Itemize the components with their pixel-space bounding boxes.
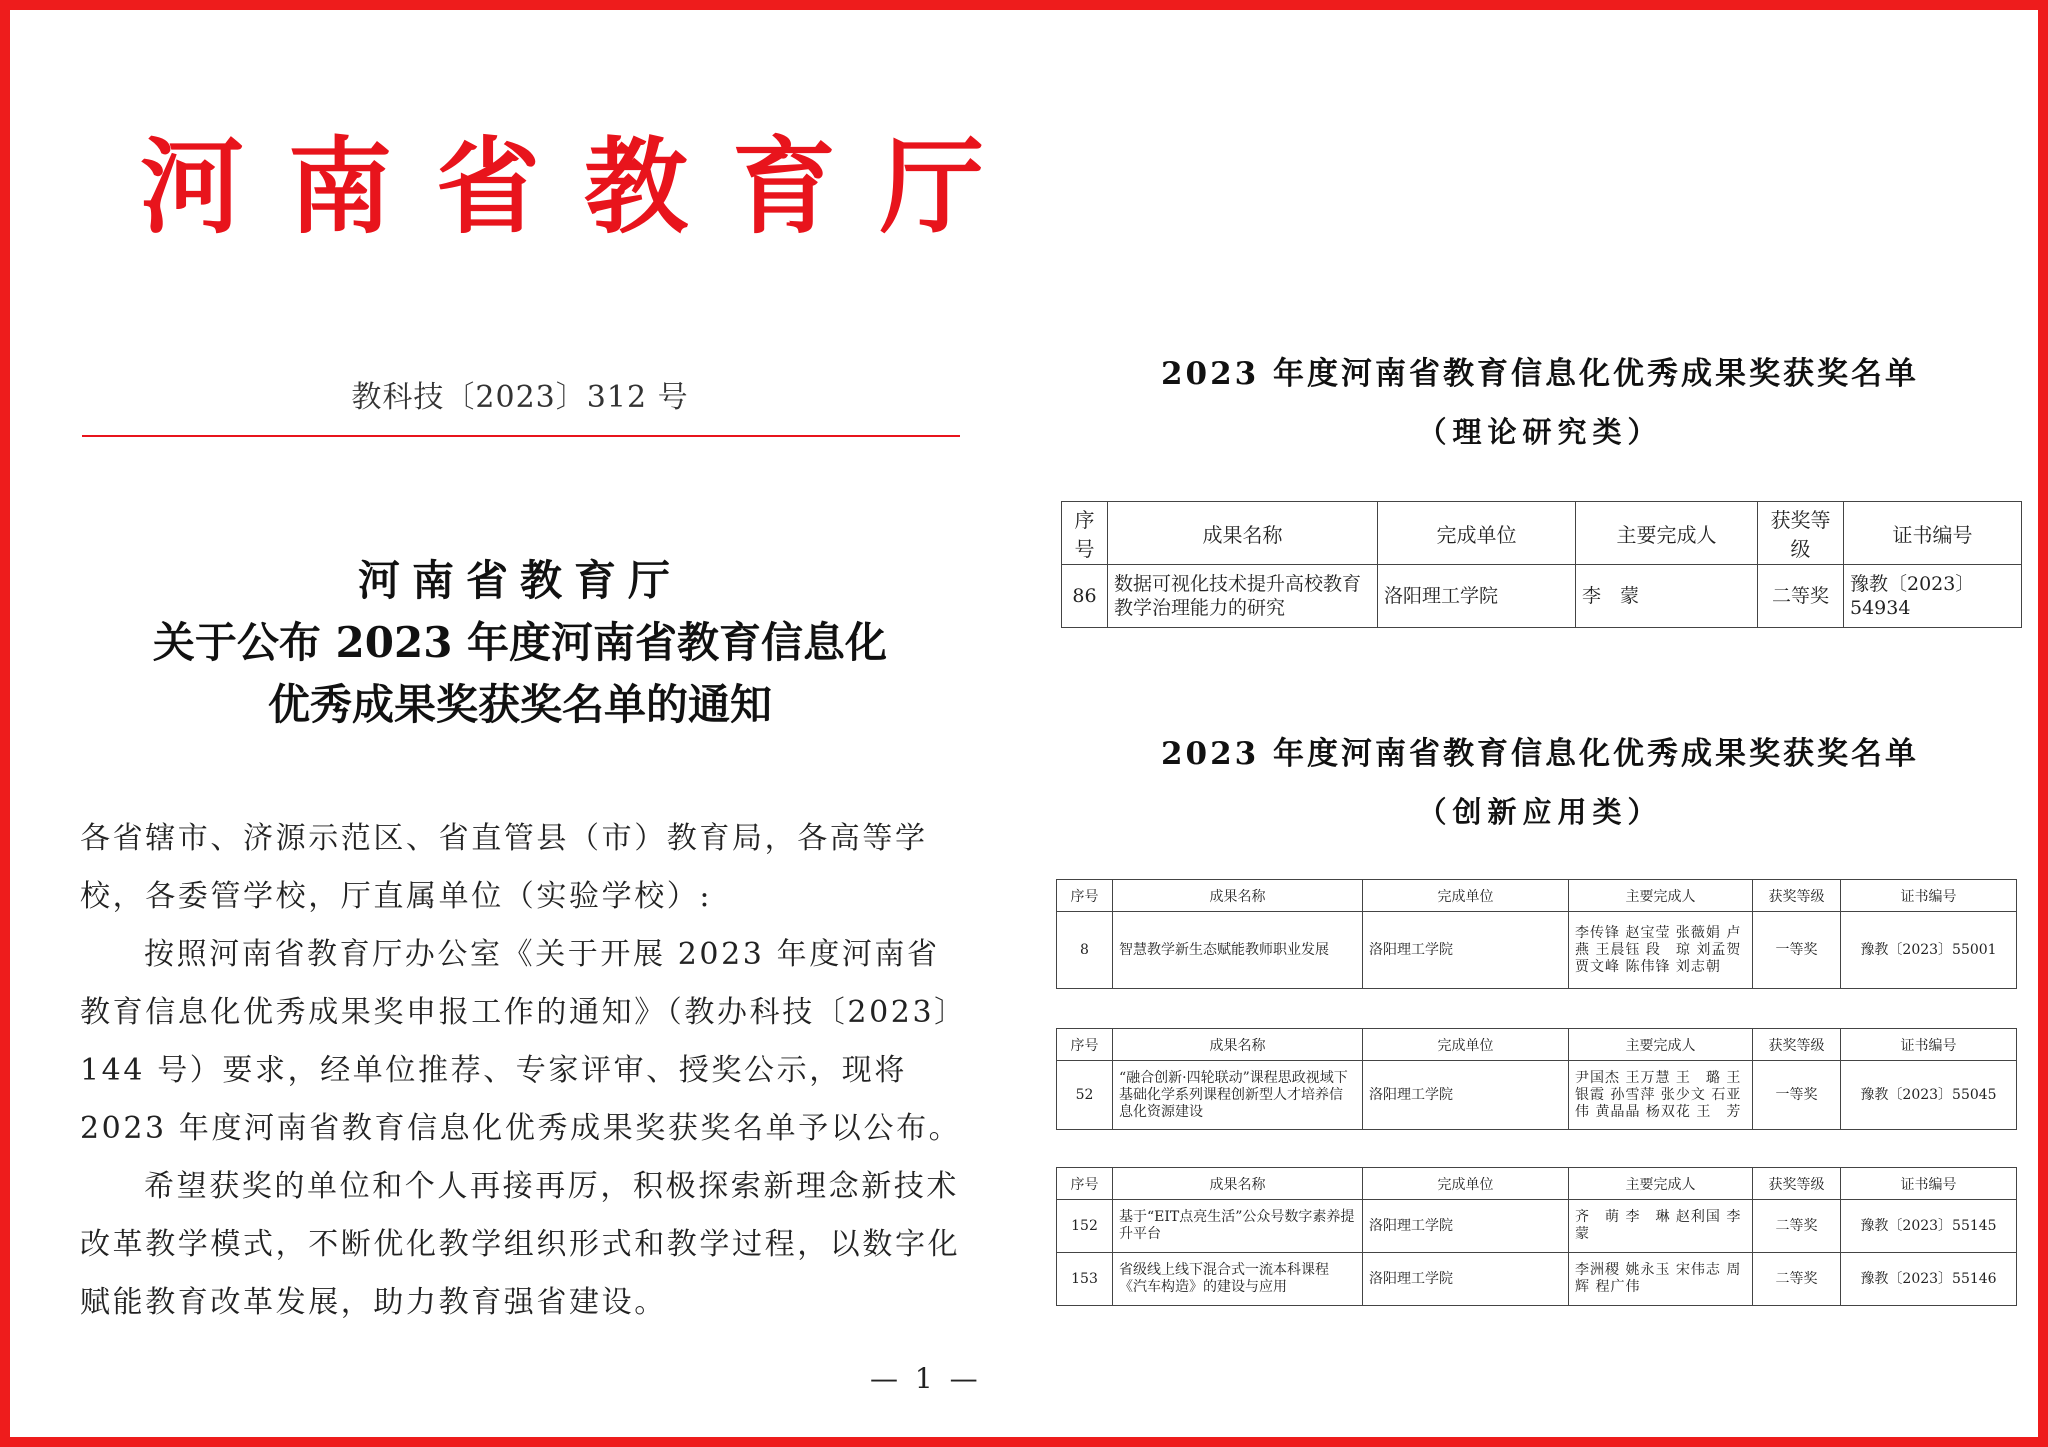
header-unit: 完成单位 xyxy=(1363,880,1569,912)
cell-name: 数据可视化技术提升高校教育教学治理能力的研究 xyxy=(1108,565,1378,628)
body-paragraph-1: 按照河南省教育厅办公室《关于开展 2023 年度河南省教育信息化优秀成果奖申报工作的通知》（教办科技〔2023〕144 号）要求，经单位推荐、专家评审、授奖公示，现将 2023 年度河南省教育信息化优秀成果奖获奖名单予以公布。 xyxy=(80,937,967,1146)
header-cert: 证书编号 xyxy=(1841,1168,2017,1200)
title-line-2: 优秀成果奖获奖名单的通知 xyxy=(267,680,772,729)
title-issuer: 河南省教育厅 xyxy=(357,556,682,605)
header-no: 序号 xyxy=(1057,1168,1113,1200)
cell-people: 尹国杰 王万慧 王 璐 王银霞 孙雪萍 张少文 石亚伟 黄晶晶 杨双花 王 芳 xyxy=(1569,1061,1753,1130)
table-row xyxy=(1062,565,2022,628)
salutation: 各省辖市、济源示范区、省直管县（市）教育局，各高等学校，各委管学校，厅直属单位（实验学校）: xyxy=(80,821,928,914)
cell-name: “融合创新·四轮联动”课程思政视域下基础化学系列课程创新型人才培养信息化资源建设 xyxy=(1113,1061,1363,1130)
application-award-table-2 xyxy=(1056,1028,2017,1130)
table-row xyxy=(1057,1061,2017,1130)
cell-cert: 豫教〔2023〕55045 xyxy=(1841,1061,2017,1130)
body-paragraph-2: 希望获奖的单位和个人再接再厉，积极探索新理念新技术改革教学模式，不断优化教学组织形式和教学过程，以数字化赋能教育改革发展，助力教育强省建设。 xyxy=(80,1169,961,1320)
header-cert: 证书编号 xyxy=(1841,880,2017,912)
document-number: 教科技〔2023〕312 号 xyxy=(351,380,689,415)
header-people: 主要完成人 xyxy=(1569,1168,1753,1200)
cell-unit: 洛阳理工学院 xyxy=(1378,565,1576,628)
cell-people: 齐 萌 李 琳 赵利国 李 蒙 xyxy=(1569,1200,1753,1253)
header-name: 成果名称 xyxy=(1113,1029,1363,1061)
header-no: 序号 xyxy=(1062,502,1108,565)
notice-body xyxy=(80,810,972,1332)
cell-cert: 豫教〔2023〕55146 xyxy=(1841,1253,2017,1306)
cell-no: 86 xyxy=(1062,565,1108,628)
header-name: 成果名称 xyxy=(1113,880,1363,912)
application-award-table-3 xyxy=(1056,1167,2017,1306)
header-people: 主要完成人 xyxy=(1569,880,1753,912)
application-award-table-1 xyxy=(1056,879,2017,989)
header-unit: 完成单位 xyxy=(1378,502,1576,565)
table-row xyxy=(1057,912,2017,989)
cell-level: 一等奖 xyxy=(1753,912,1841,989)
cell-people: 李 蒙 xyxy=(1576,565,1758,628)
cell-name: 基于“EIT点亮生活”公众号数字素养提升平台 xyxy=(1113,1200,1363,1253)
cell-level: 二等奖 xyxy=(1753,1253,1841,1306)
table-header-row xyxy=(1057,880,2017,912)
header-unit: 完成单位 xyxy=(1363,1029,1569,1061)
header-cert: 证书编号 xyxy=(1844,502,2022,565)
cell-unit: 洛阳理工学院 xyxy=(1363,1061,1569,1130)
theory-list-subtitle: （理论研究类） xyxy=(1417,415,1663,449)
table-header-row xyxy=(1057,1168,2017,1200)
table-header-row xyxy=(1057,1029,2017,1061)
header-cert: 证书编号 xyxy=(1841,1029,2017,1061)
table-row xyxy=(1057,1253,2017,1306)
cell-unit: 洛阳理工学院 xyxy=(1363,1253,1569,1306)
cell-no: 52 xyxy=(1057,1061,1113,1130)
theory-award-table xyxy=(1061,501,2022,628)
header-level: 获奖等级 xyxy=(1758,502,1844,565)
red-divider-line xyxy=(82,435,960,437)
title-line-1: 关于公布 2023 年度河南省教育信息化 xyxy=(152,618,888,667)
header-unit: 完成单位 xyxy=(1363,1168,1569,1200)
table-header-row xyxy=(1062,502,2022,565)
table-row xyxy=(1057,1200,2017,1253)
notice-title xyxy=(80,550,960,736)
header-no: 序号 xyxy=(1057,880,1113,912)
header-people: 主要完成人 xyxy=(1569,1029,1753,1061)
header-name: 成果名称 xyxy=(1113,1168,1363,1200)
header-people: 主要完成人 xyxy=(1576,502,1758,565)
cell-cert: 豫教〔2023〕55145 xyxy=(1841,1200,2017,1253)
page-number: — 1 — xyxy=(870,1362,982,1395)
header-level: 获奖等级 xyxy=(1753,1168,1841,1200)
cell-name: 智慧教学新生态赋能教师职业发展 xyxy=(1113,912,1363,989)
cell-no: 152 xyxy=(1057,1200,1113,1253)
header-no: 序号 xyxy=(1057,1029,1113,1061)
cell-unit: 洛阳理工学院 xyxy=(1363,1200,1569,1253)
application-list-subtitle: （创新应用类） xyxy=(1417,795,1663,829)
cell-cert: 豫教〔2023〕55001 xyxy=(1841,912,2017,989)
application-list-title: 2023 年度河南省教育信息化优秀成果奖获奖名单 xyxy=(1160,736,1920,772)
cell-level: 二等奖 xyxy=(1753,1200,1841,1253)
header-name: 成果名称 xyxy=(1108,502,1378,565)
cell-unit: 洛阳理工学院 xyxy=(1363,912,1569,989)
cell-level: 一等奖 xyxy=(1753,1061,1841,1130)
cell-people: 李传锋 赵宝莹 张薇娟 卢 燕 王晨钰 段 琼 刘孟贺 贾文峰 陈伟锋 刘志朝 xyxy=(1569,912,1753,989)
cell-no: 8 xyxy=(1057,912,1113,989)
cell-cert: 豫教〔2023〕54934 xyxy=(1844,565,2022,628)
header-level: 获奖等级 xyxy=(1753,1029,1841,1061)
cell-people: 李洲稷 姚永玉 宋伟志 周 辉 程广伟 xyxy=(1569,1253,1753,1306)
cell-level: 二等奖 xyxy=(1758,565,1844,628)
cell-no: 153 xyxy=(1057,1253,1113,1306)
red-masthead: 河南省教育厅 xyxy=(140,125,1029,248)
cell-name: 省级线上线下混合式一流本科课程《汽车构造》的建设与应用 xyxy=(1113,1253,1363,1306)
header-level: 获奖等级 xyxy=(1753,880,1841,912)
theory-list-title: 2023 年度河南省教育信息化优秀成果奖获奖名单 xyxy=(1160,356,1920,392)
